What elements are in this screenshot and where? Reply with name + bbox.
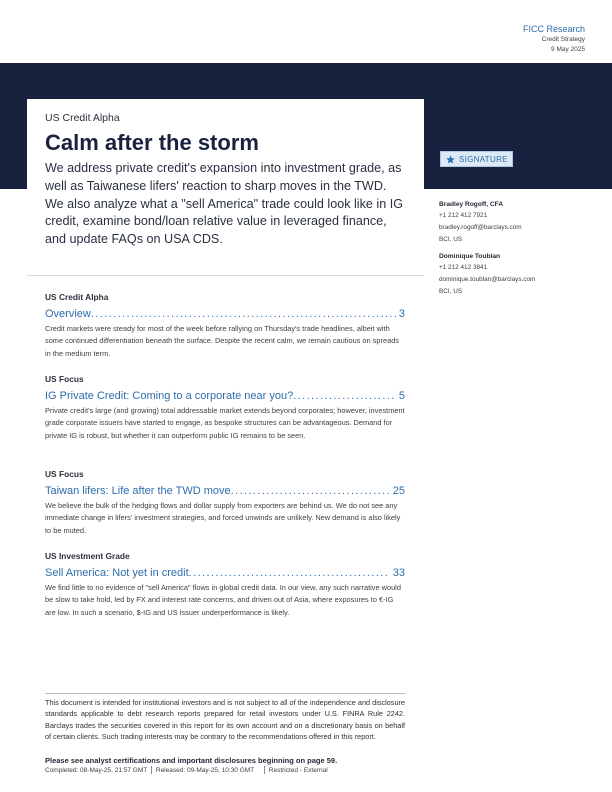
toc-page: 3: [398, 308, 405, 320]
toc-page: 33: [392, 567, 405, 579]
author-name: Bradley Rogoff, CFA: [439, 201, 504, 208]
research-division: FICC Research: [522, 24, 585, 34]
toc-title: Taiwan lifers: Life after the TWD move: [45, 485, 231, 497]
toc-section: [45, 374, 405, 442]
toc-page: 5: [398, 390, 405, 402]
certifications-note: Please see analyst certifications and important disclosures beginning on page 59.: [45, 756, 338, 765]
meta-separator: [151, 766, 152, 774]
toc-link-ig-private-credit[interactable]: [45, 389, 405, 403]
author-entity: BCI, US: [439, 235, 463, 243]
toc-section: [45, 551, 405, 619]
classification-label: Restricted - External: [268, 767, 328, 774]
divider: [27, 275, 424, 276]
signature-label: SIGNATURE: [459, 154, 508, 164]
report-header: [523, 24, 585, 55]
author-email[interactable]: bradley.rogoff@barclays.com: [439, 223, 522, 231]
toc-title: IG Private Credit: Coming to a corporate near you?: [45, 390, 294, 402]
author-phone: +1 212 412 3841: [439, 264, 488, 272]
toc-link-taiwan-lifers[interactable]: [45, 484, 405, 498]
toc-kicker: US Investment Grade: [45, 551, 130, 561]
author-block: [439, 252, 599, 297]
toc-title: Overview: [45, 308, 91, 320]
toc-description: We find little to no evidence of "sell America" flows in global credit data. In our view, any such narrative would be slow to take hold, led by FX and interest rate concerns, and driven out of Asia, where exposures to €-IG are low. In such a scenario, $-IG and US issuer underperformance is likely.: [45, 583, 401, 617]
toc-link-overview[interactable]: [45, 307, 405, 321]
released-timestamp: Released: 09-May-25, 10:30 GMT: [155, 767, 255, 774]
author-name: Dominique Toublan: [439, 253, 501, 261]
report-title: Calm after the storm: [45, 130, 259, 155]
toc-page: 25: [392, 485, 405, 497]
toc-leader: [293, 389, 396, 403]
toc-section: [45, 469, 405, 537]
author-email[interactable]: dominique.toublan@barclays.com: [439, 276, 536, 284]
completed-timestamp: Completed: 08-May-25, 21:57 GMT: [45, 767, 148, 774]
toc-link-sell-america[interactable]: [45, 566, 405, 580]
toc-leader: [91, 307, 396, 321]
author-phone: +1 212 412 7921: [439, 212, 488, 219]
toc-kicker: US Credit Alpha: [45, 292, 109, 302]
toc-leader: [189, 566, 390, 580]
research-subdivision: Credit Strategy: [541, 36, 585, 43]
toc-kicker: US Focus: [45, 374, 84, 384]
report-metadata: [45, 765, 405, 776]
toc-description: Credit markets were steady for most of the week before rallying on Thursday's trade headlines, albeit with some continued differentiation beneath the surface. Despite the recent calm, we remain cautious on spreads in the medium term.: [45, 324, 399, 358]
report-summary: We address private credit's expansion into investment grade, as well as Taiwanese lifers' reaction to sharp moves in the TWD. We also analyze what a "sell America" trade could look like in IG credit, examine bond/loan relative value in leveraged finance, and update FAQs on USA CDS.: [45, 161, 404, 247]
toc-leader: [231, 484, 390, 498]
toc-description: We believe the bulk of the hedging flows and dollar supply from exporters are behind us. We do not see any immediate change in lifers' investment strategies, and forced unwinds are unlikely. New demand is also likely to be muted.: [45, 501, 401, 535]
report-date: 9 May 2025: [551, 46, 585, 53]
footer-divider: [45, 693, 405, 694]
author-entity: BCI, US: [439, 287, 463, 295]
toc-title: Sell America: Not yet in credit: [45, 567, 189, 579]
meta-separator: [264, 766, 265, 774]
toc-description: Private credit's large (and growing) total addressable market extends beyond corporates; however, investment grade corporate issuers have started to engage, as bespoke structures can be advantageous. Demand for private IG is robust, but whether it can outperform public IG remains to be seen.: [45, 406, 405, 440]
disclaimer-text: This document is intended for institutional investors and is not subject to all of the independence and disclosure standards applicable to debt research reports prepared for retail investors under U.S. FINRA Rule 2242. Barclays trades the securities covered in this report for its own account and on a discretionary basis on behalf of certain clients. Such trading interests may be contrary to the recommendations offered in this report.: [45, 698, 405, 742]
title-card: [27, 99, 424, 275]
toc-section: [45, 292, 405, 360]
toc-kicker: US Focus: [45, 469, 84, 479]
series-label: US Credit Alpha: [45, 112, 120, 124]
signature-badge: [440, 151, 513, 167]
author-block: [439, 200, 599, 245]
author-list: [439, 200, 599, 305]
star-icon: [446, 155, 455, 164]
